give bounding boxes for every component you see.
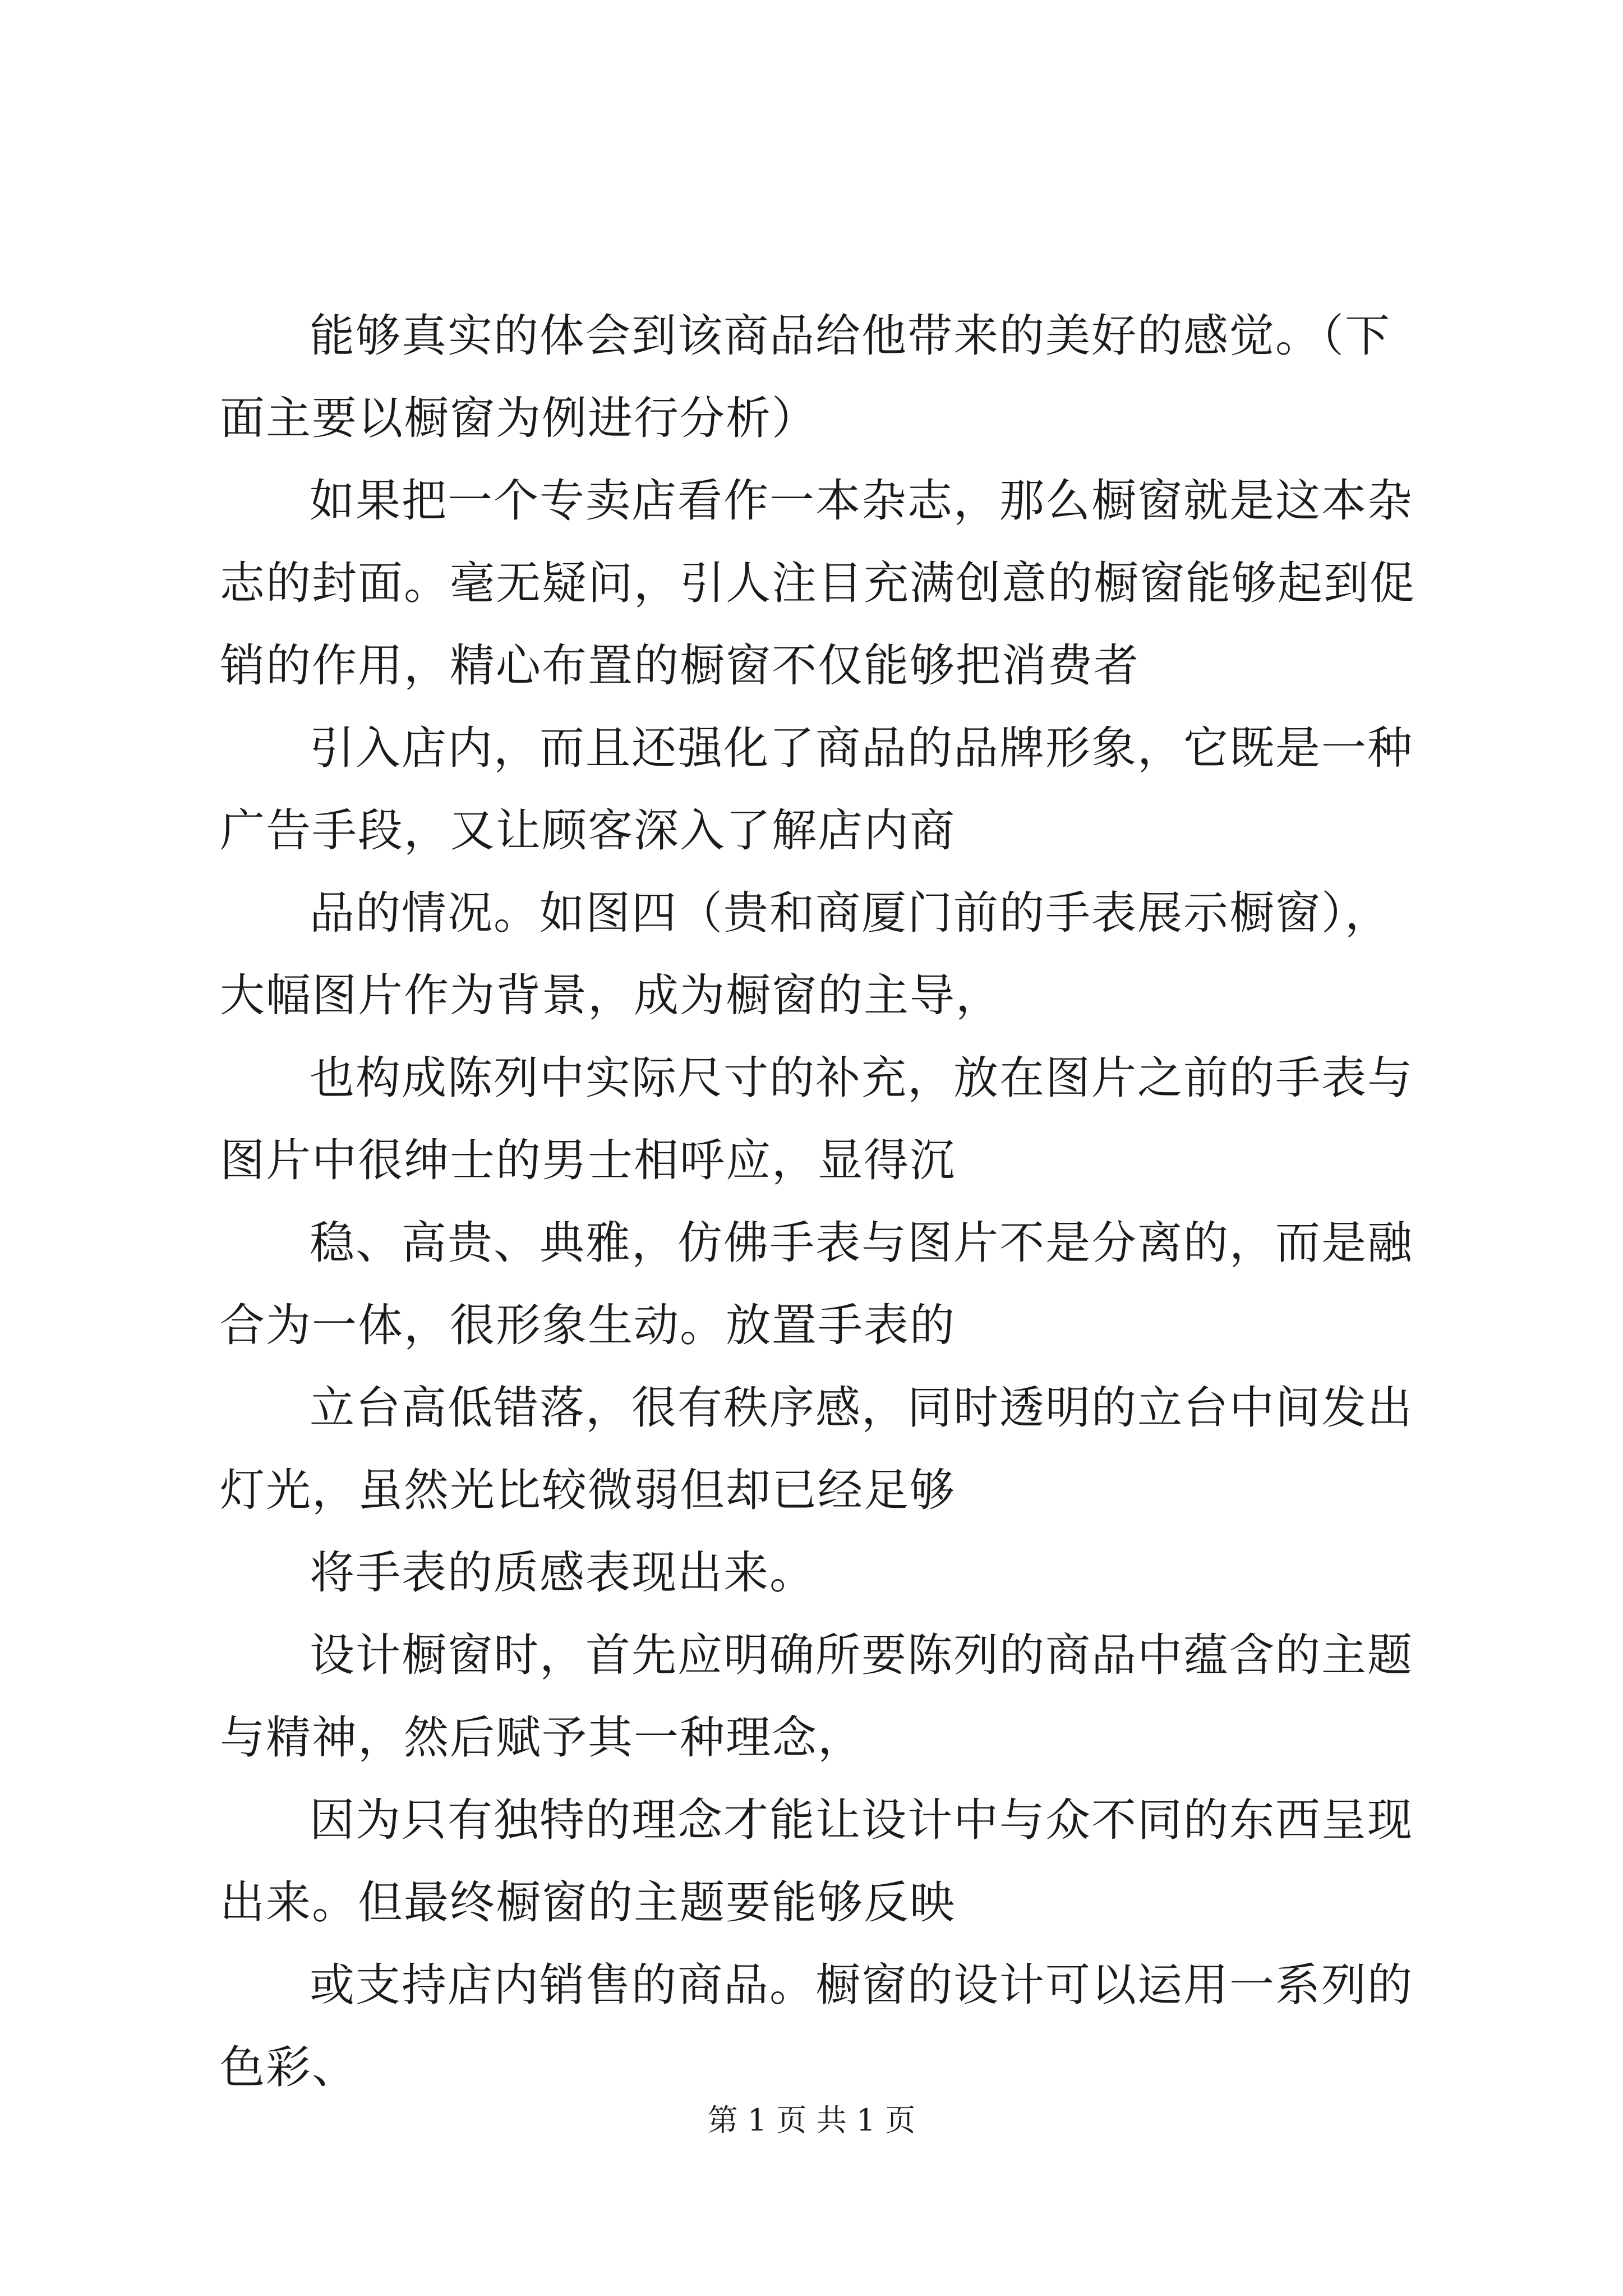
paragraph-1: 能够真实的体会到该商品给他带来的美好的感觉。（下面主要以橱窗为例进行分析）: [220, 310, 1391, 444]
document-body: [220, 295, 1431, 2109]
paragraph-11: 或支持店内销售的商品。橱窗的设计可以运用一系列的色彩、: [220, 1959, 1413, 2093]
paragraph-2: 如果把一个专卖店看作一本杂志，那么橱窗就是这本杂志的封面。毫无疑问，引人注目充满创意的橱窗能够起到促销的作用，精心布置的橱窗不仅能够把消费者: [220, 475, 1415, 692]
paragraph-7: 立台高低错落，很有秩序感，同时透明的立台中间发出灯光，虽然光比较微弱但却已经足够: [220, 1382, 1413, 1516]
page-footer: 第 1 页 共 1 页: [707, 2102, 916, 2138]
paragraph-4: 品的情况。如图四（贵和商厦门前的手表展示橱窗），大幅图片作为背景，成为橱窗的主导，: [220, 887, 1391, 1022]
paragraph-8: 将手表的质感表现出来。: [310, 1547, 815, 1599]
paragraph-10: 因为只有独特的理念才能让设计中与众不同的东西呈现出来。但最终橱窗的主题要能够反映: [220, 1794, 1413, 1929]
paragraph-3: 引入店内，而且还强化了商品的品牌形象，它既是一种广告手段，又让顾客深入了解店内商: [220, 722, 1413, 857]
paragraph-5: 也构成陈列中实际尺寸的补充，放在图片之前的手表与图片中很绅士的男士相呼应，显得沉: [220, 1052, 1413, 1186]
paragraph-6: 稳、高贵、典雅，仿佛手表与图片不是分离的，而是融合为一体，很形象生动。放置手表的: [220, 1217, 1413, 1351]
paragraph-9: 设计橱窗时，首先应明确所要陈列的商品中蕴含的主题与精神，然后赋予其一种理念，: [220, 1629, 1413, 1764]
